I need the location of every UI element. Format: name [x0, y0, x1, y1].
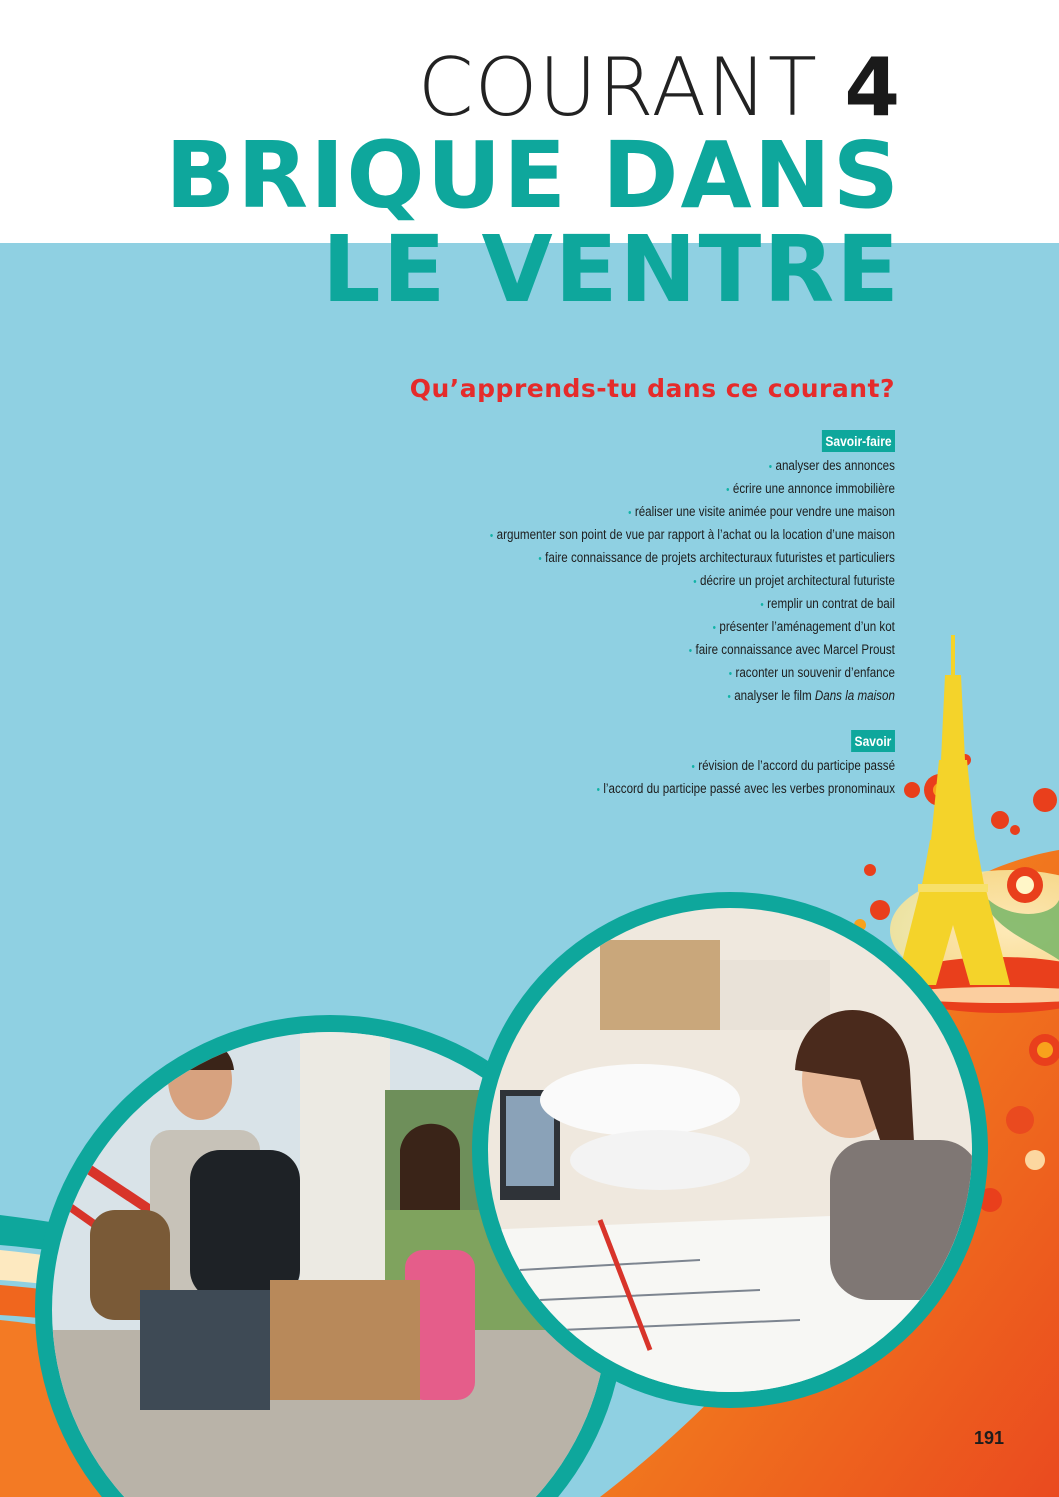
list-item: • écrire une annonce immobilière — [726, 481, 895, 496]
list-item: • décrire un projet architectural futuriste — [693, 573, 895, 588]
list-item: • l’accord du participe passé avec les verbes pronominaux — [596, 781, 895, 796]
bullet-icon: • — [728, 668, 733, 680]
chapter-word: COURANT — [417, 41, 818, 134]
list-item: • raconter un souvenir d’enfance — [728, 665, 895, 680]
list-item: • révision de l’accord du participe passé — [691, 758, 895, 773]
film-title: Dans la maison — [814, 688, 895, 703]
bullet-icon: • — [768, 461, 773, 473]
bullet-icon: • — [490, 530, 494, 542]
savoir-faire-list — [424, 454, 895, 707]
chapter-title-line2: LE VENTRE — [322, 216, 901, 323]
savoir-faire-heading: Savoir-faire — [822, 430, 895, 452]
list-item: • remplir un contrat de bail — [760, 596, 895, 611]
bullet-icon: • — [693, 576, 697, 588]
list-item: • analyser le film Dans la maison — [727, 688, 895, 703]
list-item: • faire connaissance de projets architecturaux futuristes et particuliers — [538, 550, 895, 565]
architect-photo — [472, 892, 988, 1408]
chapter-number: 4 — [844, 41, 901, 134]
bullet-icon: • — [688, 645, 693, 657]
savoir-heading: Savoir — [851, 730, 895, 752]
bullet-icon: • — [538, 553, 542, 565]
list-item: • faire connaissance avec Marcel Proust — [688, 642, 895, 657]
list-item: • réaliser une visite animée pour vendre une maison — [628, 504, 895, 519]
list-item: • présenter l’aménagement d’un kot — [712, 619, 895, 634]
bullet-icon: • — [628, 507, 632, 519]
savoir-section — [548, 730, 895, 800]
bullet-icon: • — [726, 484, 730, 496]
intro-question: Qu’apprends-tu dans ce courant? — [409, 374, 895, 403]
bullet-icon: • — [760, 599, 764, 611]
bullet-icon: • — [712, 622, 717, 634]
chapter-label — [165, 41, 901, 134]
savoir-list — [548, 754, 895, 800]
bullet-icon: • — [596, 784, 600, 796]
list-item: • argumenter son point de vue par rapport à l’achat ou la location d’une maison — [490, 527, 895, 542]
chapter-title-block — [165, 41, 901, 323]
bullet-icon: • — [727, 691, 731, 703]
page-number: 191 — [974, 1428, 1005, 1448]
list-item: • analyser des annonces — [768, 458, 895, 473]
savoir-faire-section — [424, 430, 895, 707]
bullet-icon: • — [691, 761, 695, 773]
chapter-title-line1: BRIQUE DANS — [165, 122, 901, 229]
